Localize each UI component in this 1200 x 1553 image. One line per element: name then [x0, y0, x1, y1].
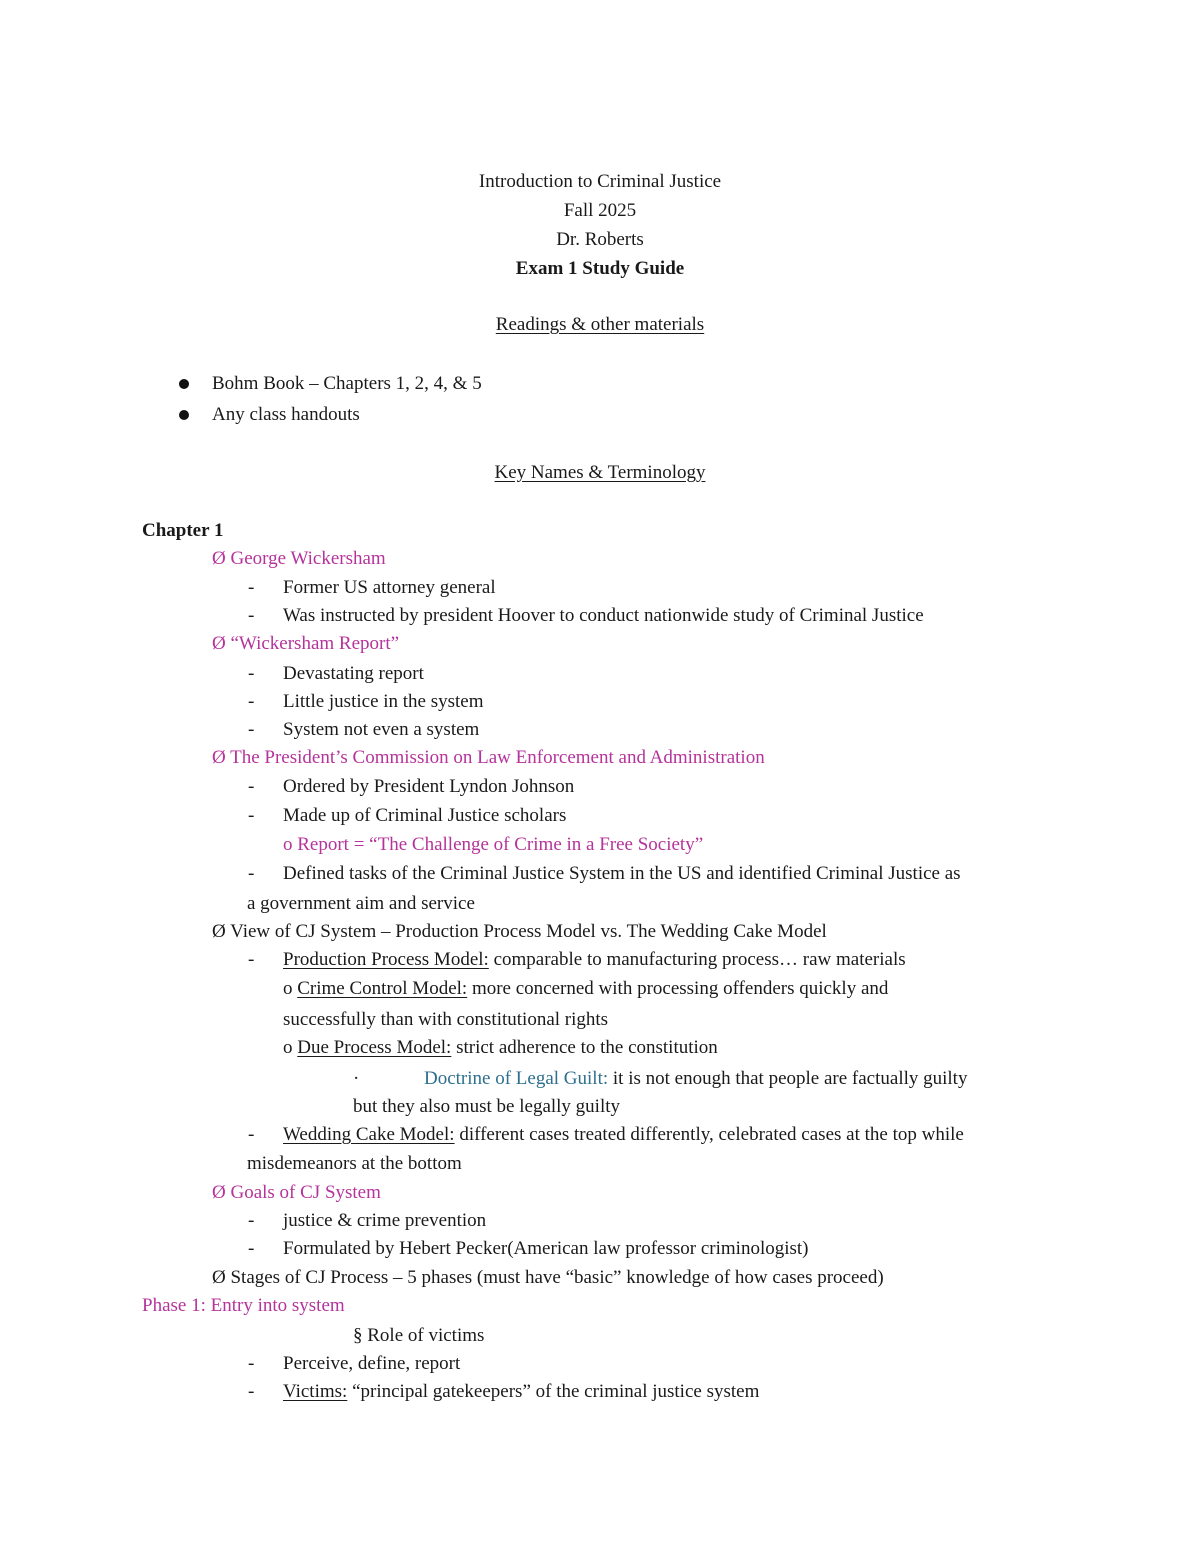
dash: - [248, 1238, 255, 1259]
dash: - [248, 863, 255, 884]
topic-wickersham: Ø George Wickersham [212, 548, 386, 569]
dash: - [248, 1353, 255, 1374]
dash: - [248, 605, 255, 626]
victims-definition: Victims: “principal gatekeepers” of the criminal justice system [283, 1381, 760, 1402]
list-item: Little justice in the system [283, 691, 484, 712]
due-process-model: o Due Process Model: strict adherence to the constitution [283, 1037, 718, 1058]
reading-item: Any class handouts [212, 404, 360, 425]
topic-view-of-cj-system: Ø View of CJ System – Production Process Model vs. The Wedding Cake Model [212, 921, 827, 942]
wedding-cake-continued: misdemeanors at the bottom [247, 1153, 462, 1174]
page-title: Exam 1 Study Guide [515, 258, 685, 279]
list-item: Ordered by President Lyndon Johnson [283, 776, 575, 797]
instructor: Dr. Roberts [556, 229, 644, 250]
topic-stages: Ø Stages of CJ Process – 5 phases (must have “basic” knowledge of how cases proceed) [212, 1267, 884, 1288]
terms-heading: Key Names & Terminology [494, 462, 706, 483]
doctrine-of-legal-guilt: Doctrine of Legal Guilt: it is not enough that people are factually guilty [424, 1068, 968, 1089]
list-item: Former US attorney general [283, 577, 496, 598]
list-item: Was instructed by president Hoover to conduct nationwide study of Criminal Justice [283, 605, 924, 626]
crime-control-model: o Crime Control Model: more concerned with processing offenders quickly and [283, 978, 889, 999]
dash: - [248, 1381, 255, 1402]
readings-heading: Readings & other materials [495, 314, 705, 335]
topic-wickersham-report: Ø “Wickersham Report” [212, 633, 400, 654]
dash: - [248, 577, 255, 598]
list-item: justice & crime prevention [283, 1210, 487, 1231]
topic-presidents-commission: Ø The President’s Commission on Law Enforcement and Administration [212, 747, 765, 768]
dash: - [248, 776, 255, 797]
dash: - [248, 1124, 255, 1145]
topic-goals: Ø Goals of CJ System [212, 1182, 381, 1203]
list-item: Formulated by Hebert Pecker(American law professor criminologist) [283, 1238, 809, 1259]
dash: - [248, 805, 255, 826]
sub-heading-role-of-victims: § Role of victims [353, 1325, 485, 1346]
list-item-continued: a government aim and service [247, 893, 475, 914]
term: Fall 2025 [563, 200, 637, 221]
dash: - [248, 691, 255, 712]
bullet-icon [179, 410, 189, 420]
bullet-icon [179, 379, 189, 389]
crime-control-model-continued: successfully than with constitutional rights [283, 1009, 609, 1030]
production-process-model: Production Process Model: comparable to manufacturing process… raw materials [283, 949, 906, 970]
wedding-cake-model: Wedding Cake Model: different cases treated differently, celebrated cases at the top while [283, 1124, 964, 1145]
chapter-heading: Chapter 1 [142, 520, 224, 541]
dash: - [248, 949, 255, 970]
reading-item: Bohm Book – Chapters 1, 2, 4, & 5 [212, 373, 482, 394]
dash: - [248, 1210, 255, 1231]
list-item: Devastating report [283, 663, 424, 684]
phase-heading: Phase 1: Entry into system [142, 1295, 345, 1316]
sub-item-report: o Report = “The Challenge of Crime in a Free Society” [283, 834, 704, 855]
course-title: Introduction to Criminal Justice [478, 171, 722, 192]
list-item: Defined tasks of the Criminal Justice System in the US and identified Criminal Justice as [283, 863, 961, 884]
list-item: Made up of Criminal Justice scholars [283, 805, 567, 826]
dash: - [248, 663, 255, 684]
doctrine-continued: but they also must be legally guilty [353, 1096, 621, 1117]
list-item: Perceive, define, report [283, 1353, 461, 1374]
dash: - [248, 719, 255, 740]
bullet-dot: · [353, 1068, 360, 1089]
list-item: System not even a system [283, 719, 480, 740]
